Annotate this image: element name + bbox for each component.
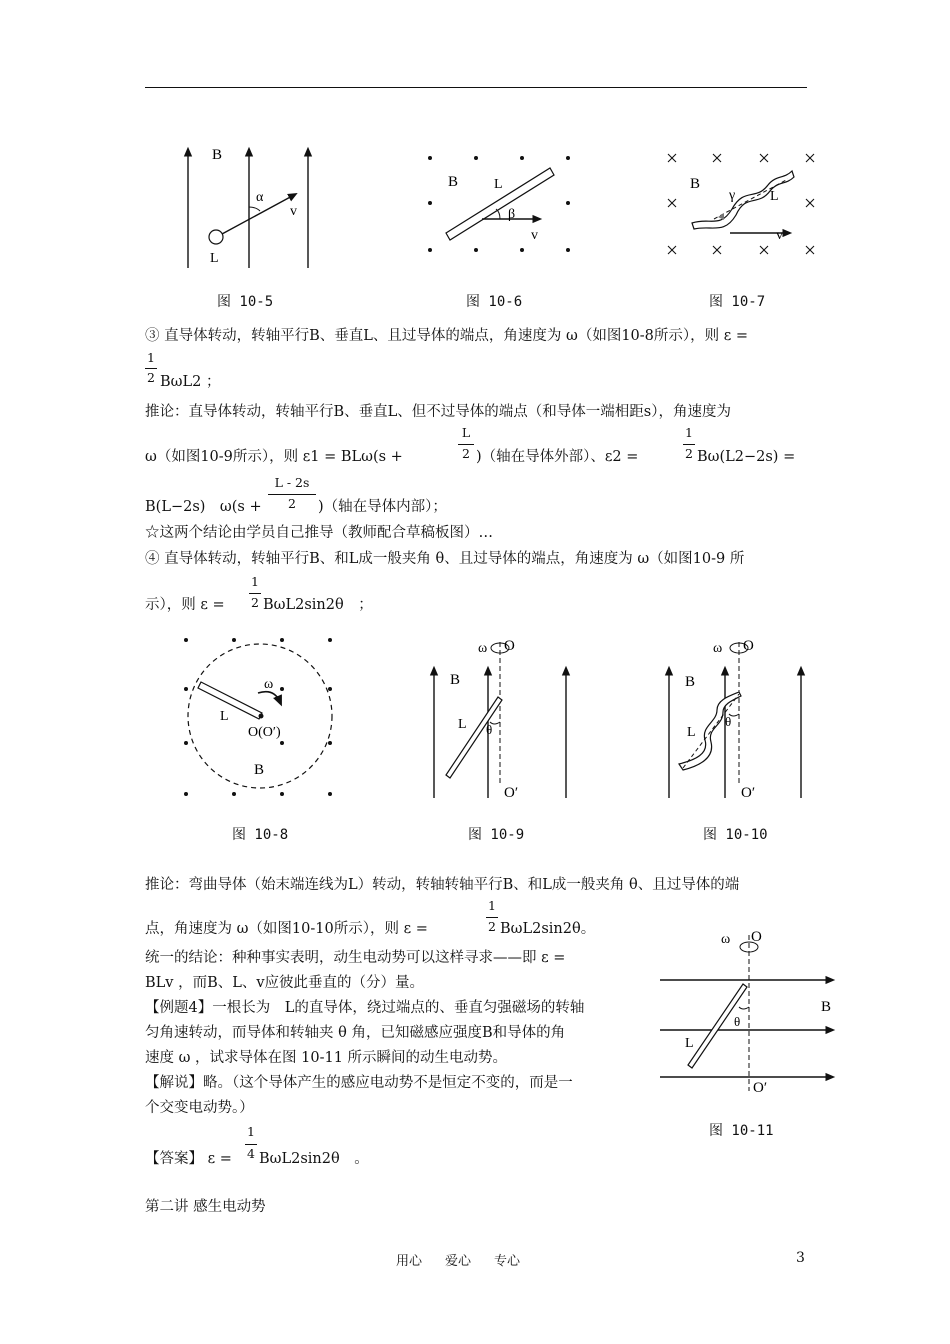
figure-10-8	[170, 630, 355, 805]
page-number: 3	[796, 1250, 805, 1266]
label-O: O	[751, 929, 762, 945]
label-theta: θ	[486, 722, 493, 737]
caption-10-10: 图 10-10	[703, 827, 768, 843]
frac-num: 1	[685, 425, 693, 440]
footer-motto-3: 专心	[494, 1254, 521, 1269]
inference-1-formula-a: ω（如图10-9所示），则 ε1 = BLω(s +	[145, 449, 403, 465]
unified-conclusion-1: 统一的结论：种种事实表明，动生电动势可以这样寻求——即 ε =	[145, 950, 566, 966]
frac-den: 2	[251, 595, 259, 610]
label-O-prime: O′	[504, 785, 519, 801]
label-B: B	[254, 762, 265, 778]
caption-10-6: 图 10-6	[466, 294, 523, 310]
frac-den: 2	[288, 496, 296, 511]
note-star: ☆这两个结论由学员自己推导（教师配合草稿板图）…	[145, 525, 493, 541]
solution-line-1: 【解说】略。（这个导体产生的感应电动势不是恒定不变的，而是一	[145, 1075, 573, 1091]
label-theta: θ	[734, 1014, 741, 1029]
curved-conductor	[692, 171, 794, 229]
label-L: L	[210, 251, 219, 266]
frac-den: 4	[247, 1146, 255, 1161]
para-4-formula-a: 示），则 ε =	[145, 597, 225, 613]
label-L: L	[770, 189, 779, 204]
conductor-end	[209, 230, 223, 244]
section-heading-lecture-2: 第二讲 感生电动势	[145, 1199, 266, 1215]
answer-formula: BωL2sin2θ 。	[259, 1151, 369, 1167]
label-O: O	[504, 638, 515, 654]
label-L: L	[687, 725, 696, 740]
inference-1-formula-c: Bω(L2−2s) =	[697, 449, 796, 465]
example-4-line-2: 匀角速转动，而导体和转轴夹 θ 角，已知磁感应强度B和导体的角	[145, 1025, 566, 1041]
header-rule	[145, 87, 807, 88]
label-L: L	[458, 717, 467, 732]
frac-num: L - 2s	[274, 475, 310, 490]
label-omega: ω	[264, 677, 274, 692]
para-4-formula-b: BωL2sin2θ ；	[263, 597, 373, 613]
label-v: v	[290, 204, 297, 219]
conductor-rod	[198, 682, 262, 719]
caption-10-8: 图 10-8	[232, 827, 289, 843]
label-O: O(O′)	[248, 725, 281, 740]
para-4: ④ 直导体转动，转轴平行B、和L成一般夹角 θ、且过导体的端点，角速度为 ω（如图10-9 所	[145, 551, 745, 567]
frac-num: L	[461, 425, 471, 440]
label-beta: β	[508, 207, 516, 222]
frac-den: 2	[462, 446, 470, 461]
label-O: O	[743, 638, 754, 654]
unified-conclusion-2: BLv ，而B、L、v应彼此垂直的（分）量。	[145, 975, 425, 991]
para-3: ③ 直导体转动，转轴平行B、垂直L、且过导体的端点，角速度为 ω（如图10-8所示），则 ε =	[145, 328, 749, 344]
label-B: B	[685, 674, 696, 690]
caption-10-11: 图 10-11	[709, 1123, 774, 1139]
answer-label: 【答案】 ε =	[145, 1151, 232, 1167]
label-B: B	[690, 176, 701, 192]
label-O-prime: O′	[753, 1080, 768, 1095]
label-v: v	[531, 228, 538, 243]
solution-line-2: 个交变电动势。）	[145, 1100, 254, 1116]
conductor-rod	[446, 697, 502, 778]
label-v: v	[776, 228, 783, 243]
para-3-formula: BωL2 ；	[160, 374, 221, 390]
frac-den: 2	[488, 919, 496, 934]
figure-10-11	[655, 925, 840, 1095]
inference-2-formula-a: 点，角速度为 ω（如图10-10所示），则 ε =	[145, 921, 428, 937]
figure-10-10	[655, 630, 820, 805]
caption-10-5: 图 10-5	[217, 294, 274, 310]
label-omega: ω	[478, 641, 488, 656]
label-L: L	[220, 709, 229, 724]
figure-10-7	[660, 145, 825, 260]
inference-1-formula-e: )（轴在导体内部）；	[318, 499, 447, 515]
label-L: L	[494, 177, 503, 192]
frac-num: 1	[247, 1124, 255, 1139]
figure-10-5	[170, 135, 330, 280]
label-gamma: γ	[729, 188, 736, 203]
inference-2: 推论：弯曲导体（始末端连线为L）转动，转轴转轴平行B、和L成一般夹角 θ、且过导体的端	[145, 877, 740, 893]
figure-10-9	[420, 630, 585, 805]
example-4-line-1: 【例题4】一根长为 L的直导体，绕过端点的、垂直匀强磁场的转轴	[145, 1000, 585, 1016]
inference-1: 推论：直导体转动，转轴平行B、垂直L、但不过导体的端点（和导体一端相距s），角速度为	[145, 404, 731, 420]
magnetic-field-lines	[660, 980, 831, 1077]
inference-2-formula-b: BωL2sin2θ。	[500, 921, 596, 937]
footer-motto-2: 爱心	[445, 1254, 472, 1269]
label-B: B	[448, 174, 459, 190]
label-L: L	[685, 1036, 694, 1051]
frac-num: 1	[251, 574, 259, 589]
label-omega: ω	[721, 932, 731, 947]
label-B: B	[821, 999, 832, 1015]
label-B: B	[450, 672, 461, 688]
label-O-prime: O′	[741, 785, 756, 801]
label-alpha: α	[256, 190, 264, 205]
label-theta: θ	[725, 714, 732, 729]
inference-1-formula-d: B(L−2s) ω(s +	[145, 499, 262, 515]
figure-10-6	[418, 145, 583, 260]
frac-num: 1	[147, 350, 155, 365]
label-B: B	[212, 147, 223, 163]
label-omega: ω	[713, 641, 723, 656]
example-4-line-3: 速度 ω ，试求导体在图 10-11 所示瞬间的动生电动势。	[145, 1050, 508, 1066]
frac-num: 1	[488, 898, 496, 913]
footer-motto-1: 用心	[396, 1254, 423, 1269]
frac-den: 2	[685, 446, 693, 461]
frac-den: 2	[147, 370, 155, 385]
caption-10-9: 图 10-9	[468, 827, 525, 843]
caption-10-7: 图 10-7	[709, 294, 766, 310]
inference-1-formula-b: )（轴在导体外部）、ε2 =	[476, 449, 639, 465]
